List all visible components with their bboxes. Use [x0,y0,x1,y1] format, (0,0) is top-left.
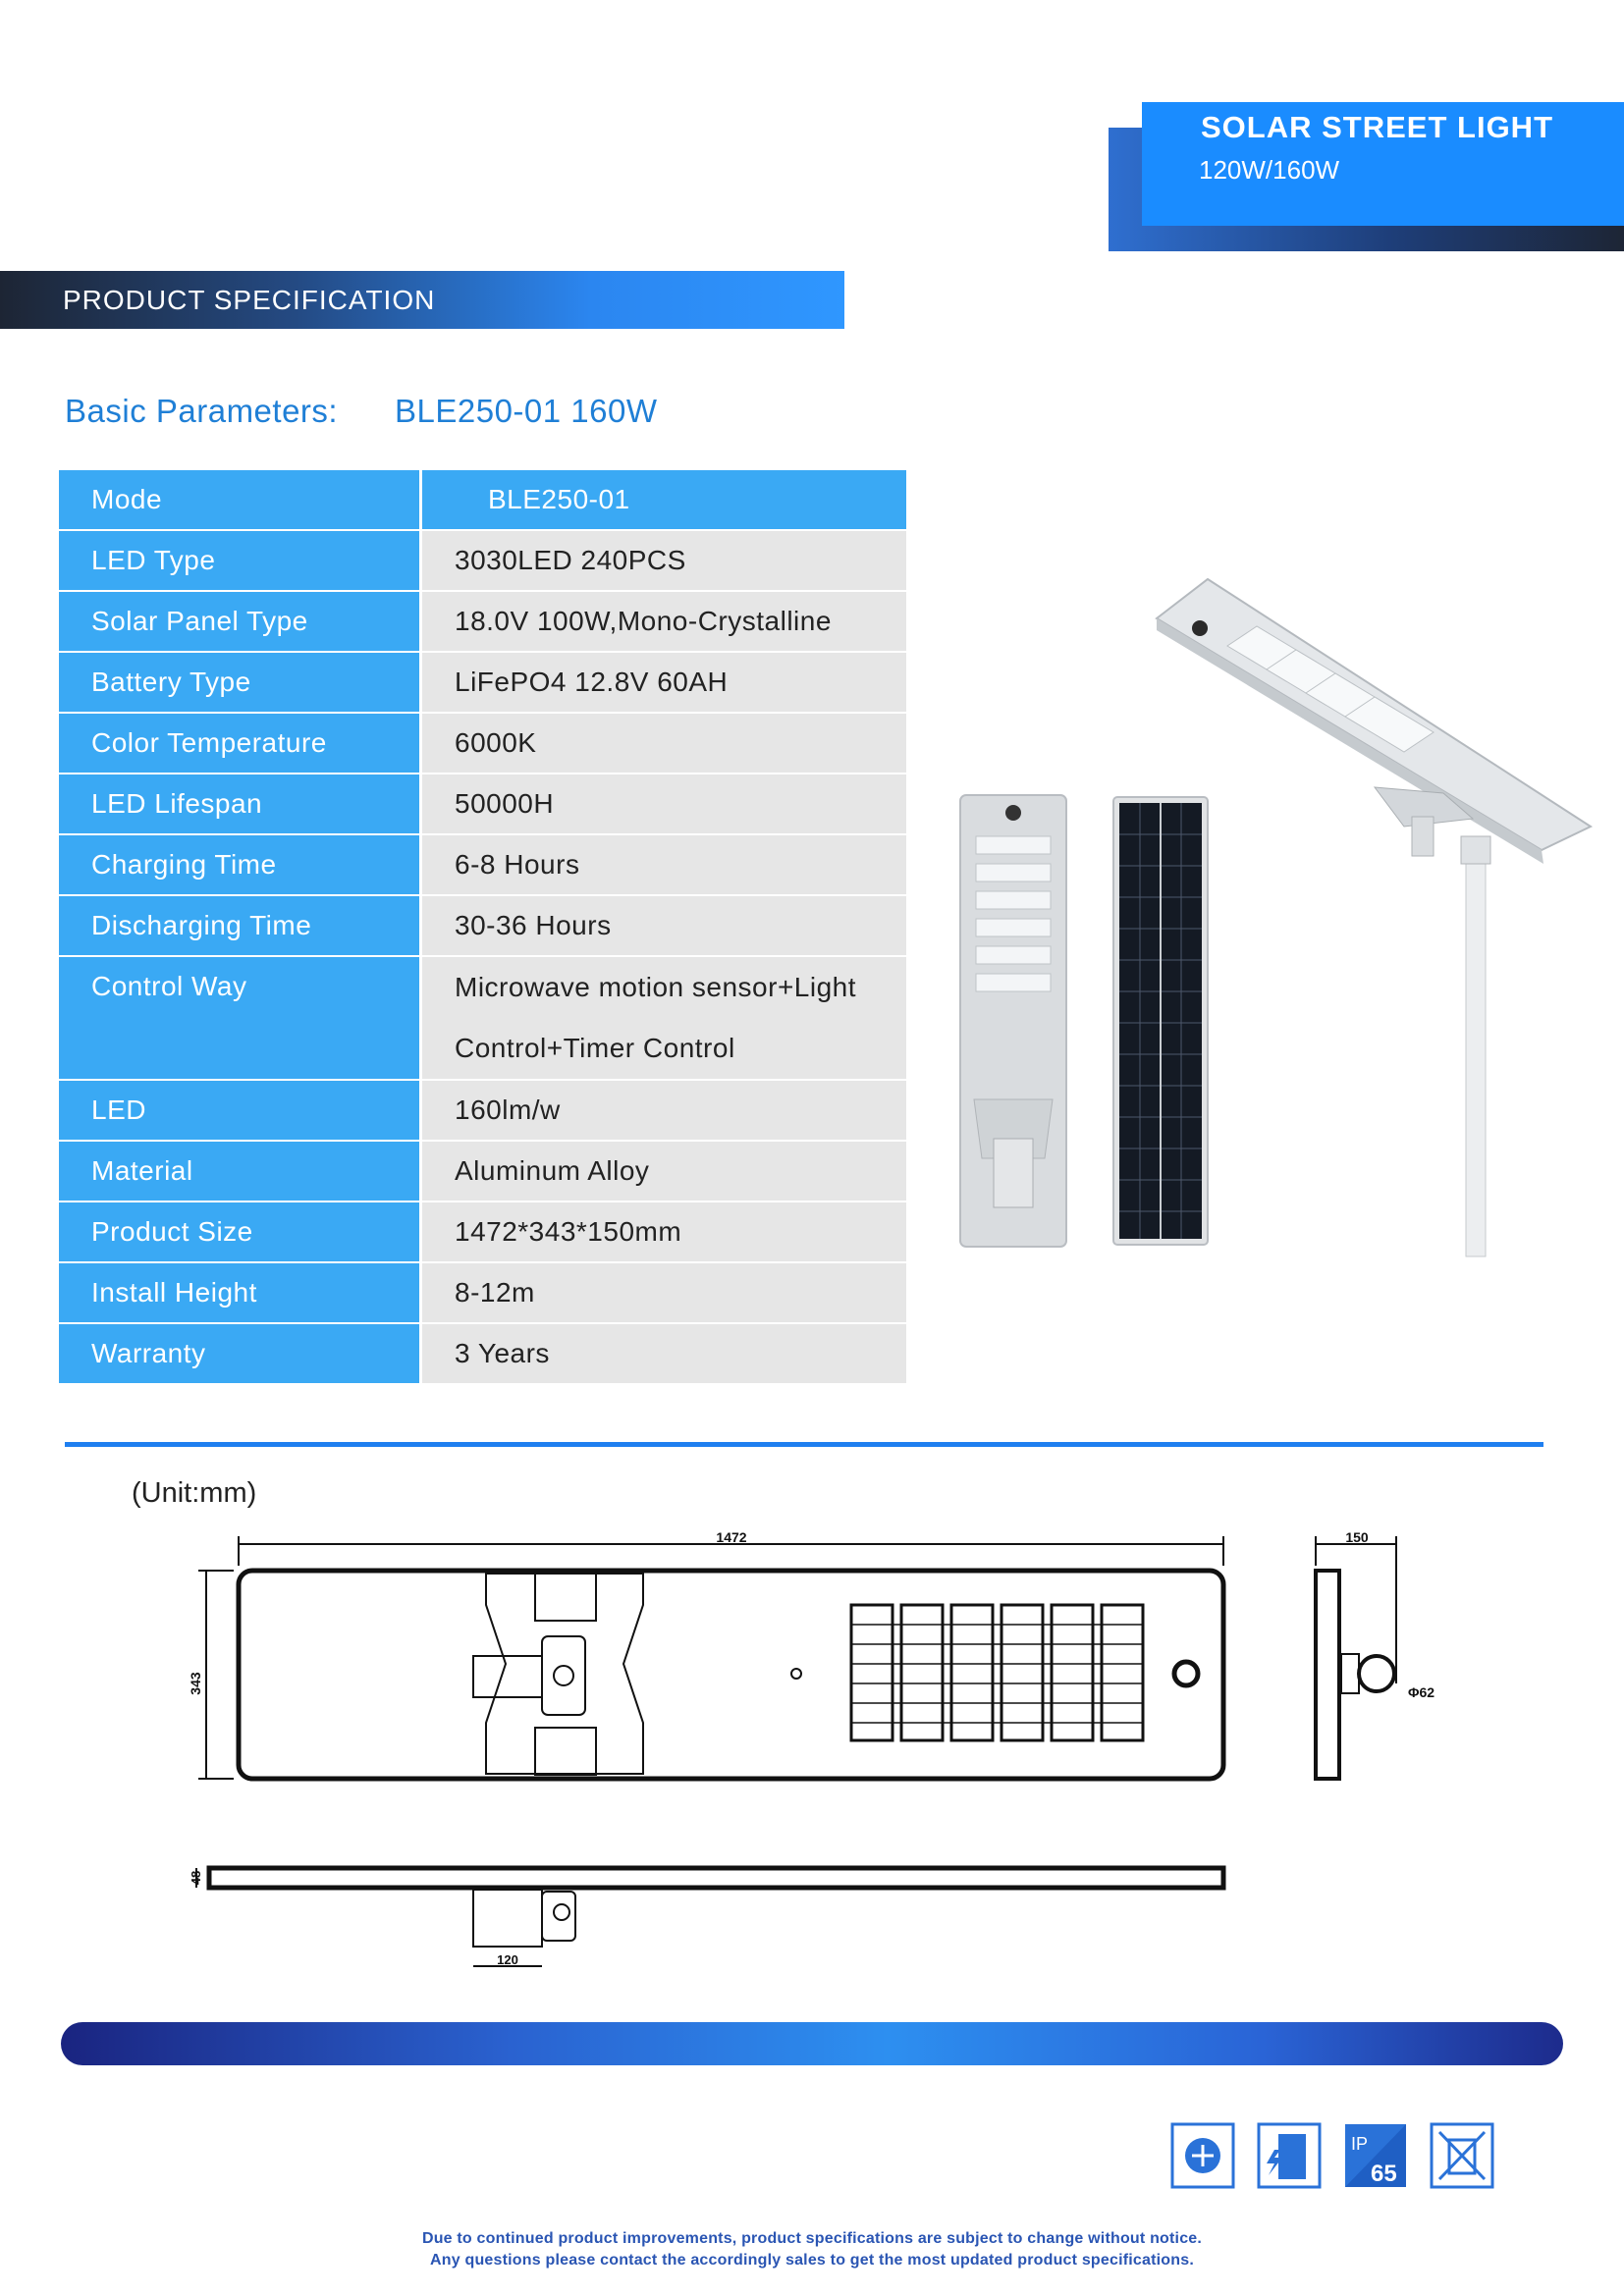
spec-value: 3 Years [421,1323,907,1384]
dim-bracket: 120 [497,1952,518,1967]
spec-key: Install Height [59,1262,421,1323]
table-row [59,713,906,774]
spec-value: 160lm/w [421,1080,907,1141]
table-row [59,470,906,530]
basic-parameters-value: BLE250-01 160W [395,393,658,429]
no-wire-icon [1432,2124,1492,2187]
dim-depth: 150 [1345,1529,1369,1545]
feature-badges [1168,2120,1502,2191]
spec-value: 30-36 Hours [421,895,907,956]
svg-text:IP: IP [1351,2134,1369,2154]
spec-value: 50000H [421,774,907,834]
spec-value: 6000K [421,713,907,774]
spec-key: Product Size [59,1201,421,1262]
spec-key: Discharging Time [59,895,421,956]
spec-key: LED Type [59,530,421,591]
table-row [59,1141,906,1201]
spec-table [59,470,906,1385]
lamp-on-pole-image [1157,579,1591,1256]
section-title: PRODUCT SPECIFICATION [63,285,436,315]
dim-thickness: 48 [189,1870,203,1886]
spec-value-line-2: Control+Timer Control [455,1033,735,1063]
dim-width: 343 [188,1672,203,1695]
unit-label: (Unit:mm) [132,1477,257,1509]
led-module-grid [851,1625,1143,1723]
table-row [59,895,906,956]
spec-key: Charging Time [59,834,421,895]
spec-value: 8-12m [421,1262,907,1323]
spec-key: LED Lifespan [59,774,421,834]
table-row [59,591,906,652]
spec-value: BLE250-01 [421,470,907,530]
front-view-outline [196,1868,1223,1966]
spec-key: Warranty [59,1323,421,1384]
divider-line [65,1442,1543,1447]
table-row [59,1323,906,1384]
spec-key: Battery Type [59,652,421,713]
spec-value [421,956,907,1080]
product-wattage: 120W/160W [1199,155,1340,185]
table-row [59,1201,906,1262]
footer-disclaimer-2: Any questions please contact the accordingly sales to get the most updated product specifications. [430,2252,1194,2269]
dimension-drawing [187,1526,1463,1998]
side-view-outline [1316,1536,1396,1779]
svg-text:65: 65 [1371,2161,1397,2187]
spec-value: 6-8 Hours [421,834,907,895]
spec-value: 3030LED 240PCS [421,530,907,591]
solar-sun-icon [1172,2124,1233,2187]
spec-key: Control Way [59,956,421,1080]
spec-key: Mode [59,470,421,530]
dim-pole: Φ62 [1408,1684,1435,1700]
table-row [59,530,906,591]
footer-gradient-bar [61,2022,1563,2065]
product-photos [943,569,1610,1286]
table-row [59,1080,906,1141]
dim-length: 1472 [716,1529,747,1545]
spec-value: 1472*343*150mm [421,1201,907,1262]
spec-key: Material [59,1141,421,1201]
lamp-front-image [960,795,1066,1247]
footer-disclaimer-1: Due to continued product improvements, product specifications are subject to change without notice. [421,2230,1203,2247]
table-row [59,652,906,713]
spec-value: LiFePO4 12.8V 60AH [421,652,907,713]
spec-value-line-1: Microwave motion sensor+Light [455,972,857,1002]
basic-parameters-label: Basic Parameters: [65,393,339,429]
product-title: SOLAR STREET LIGHT [1201,110,1553,144]
solar-panel-image [1113,797,1208,1245]
table-row [59,774,906,834]
spec-value: 18.0V 100W,Mono-Crystalline [421,591,907,652]
spec-key: Color Temperature [59,713,421,774]
table-row [59,834,906,895]
spec-value: Aluminum Alloy [421,1141,907,1201]
spec-key: LED [59,1080,421,1141]
spec-key: Solar Panel Type [59,591,421,652]
table-row [59,956,906,1080]
table-row [59,1262,906,1323]
battery-charge-icon [1259,2124,1320,2187]
ip65-icon [1345,2124,1406,2187]
